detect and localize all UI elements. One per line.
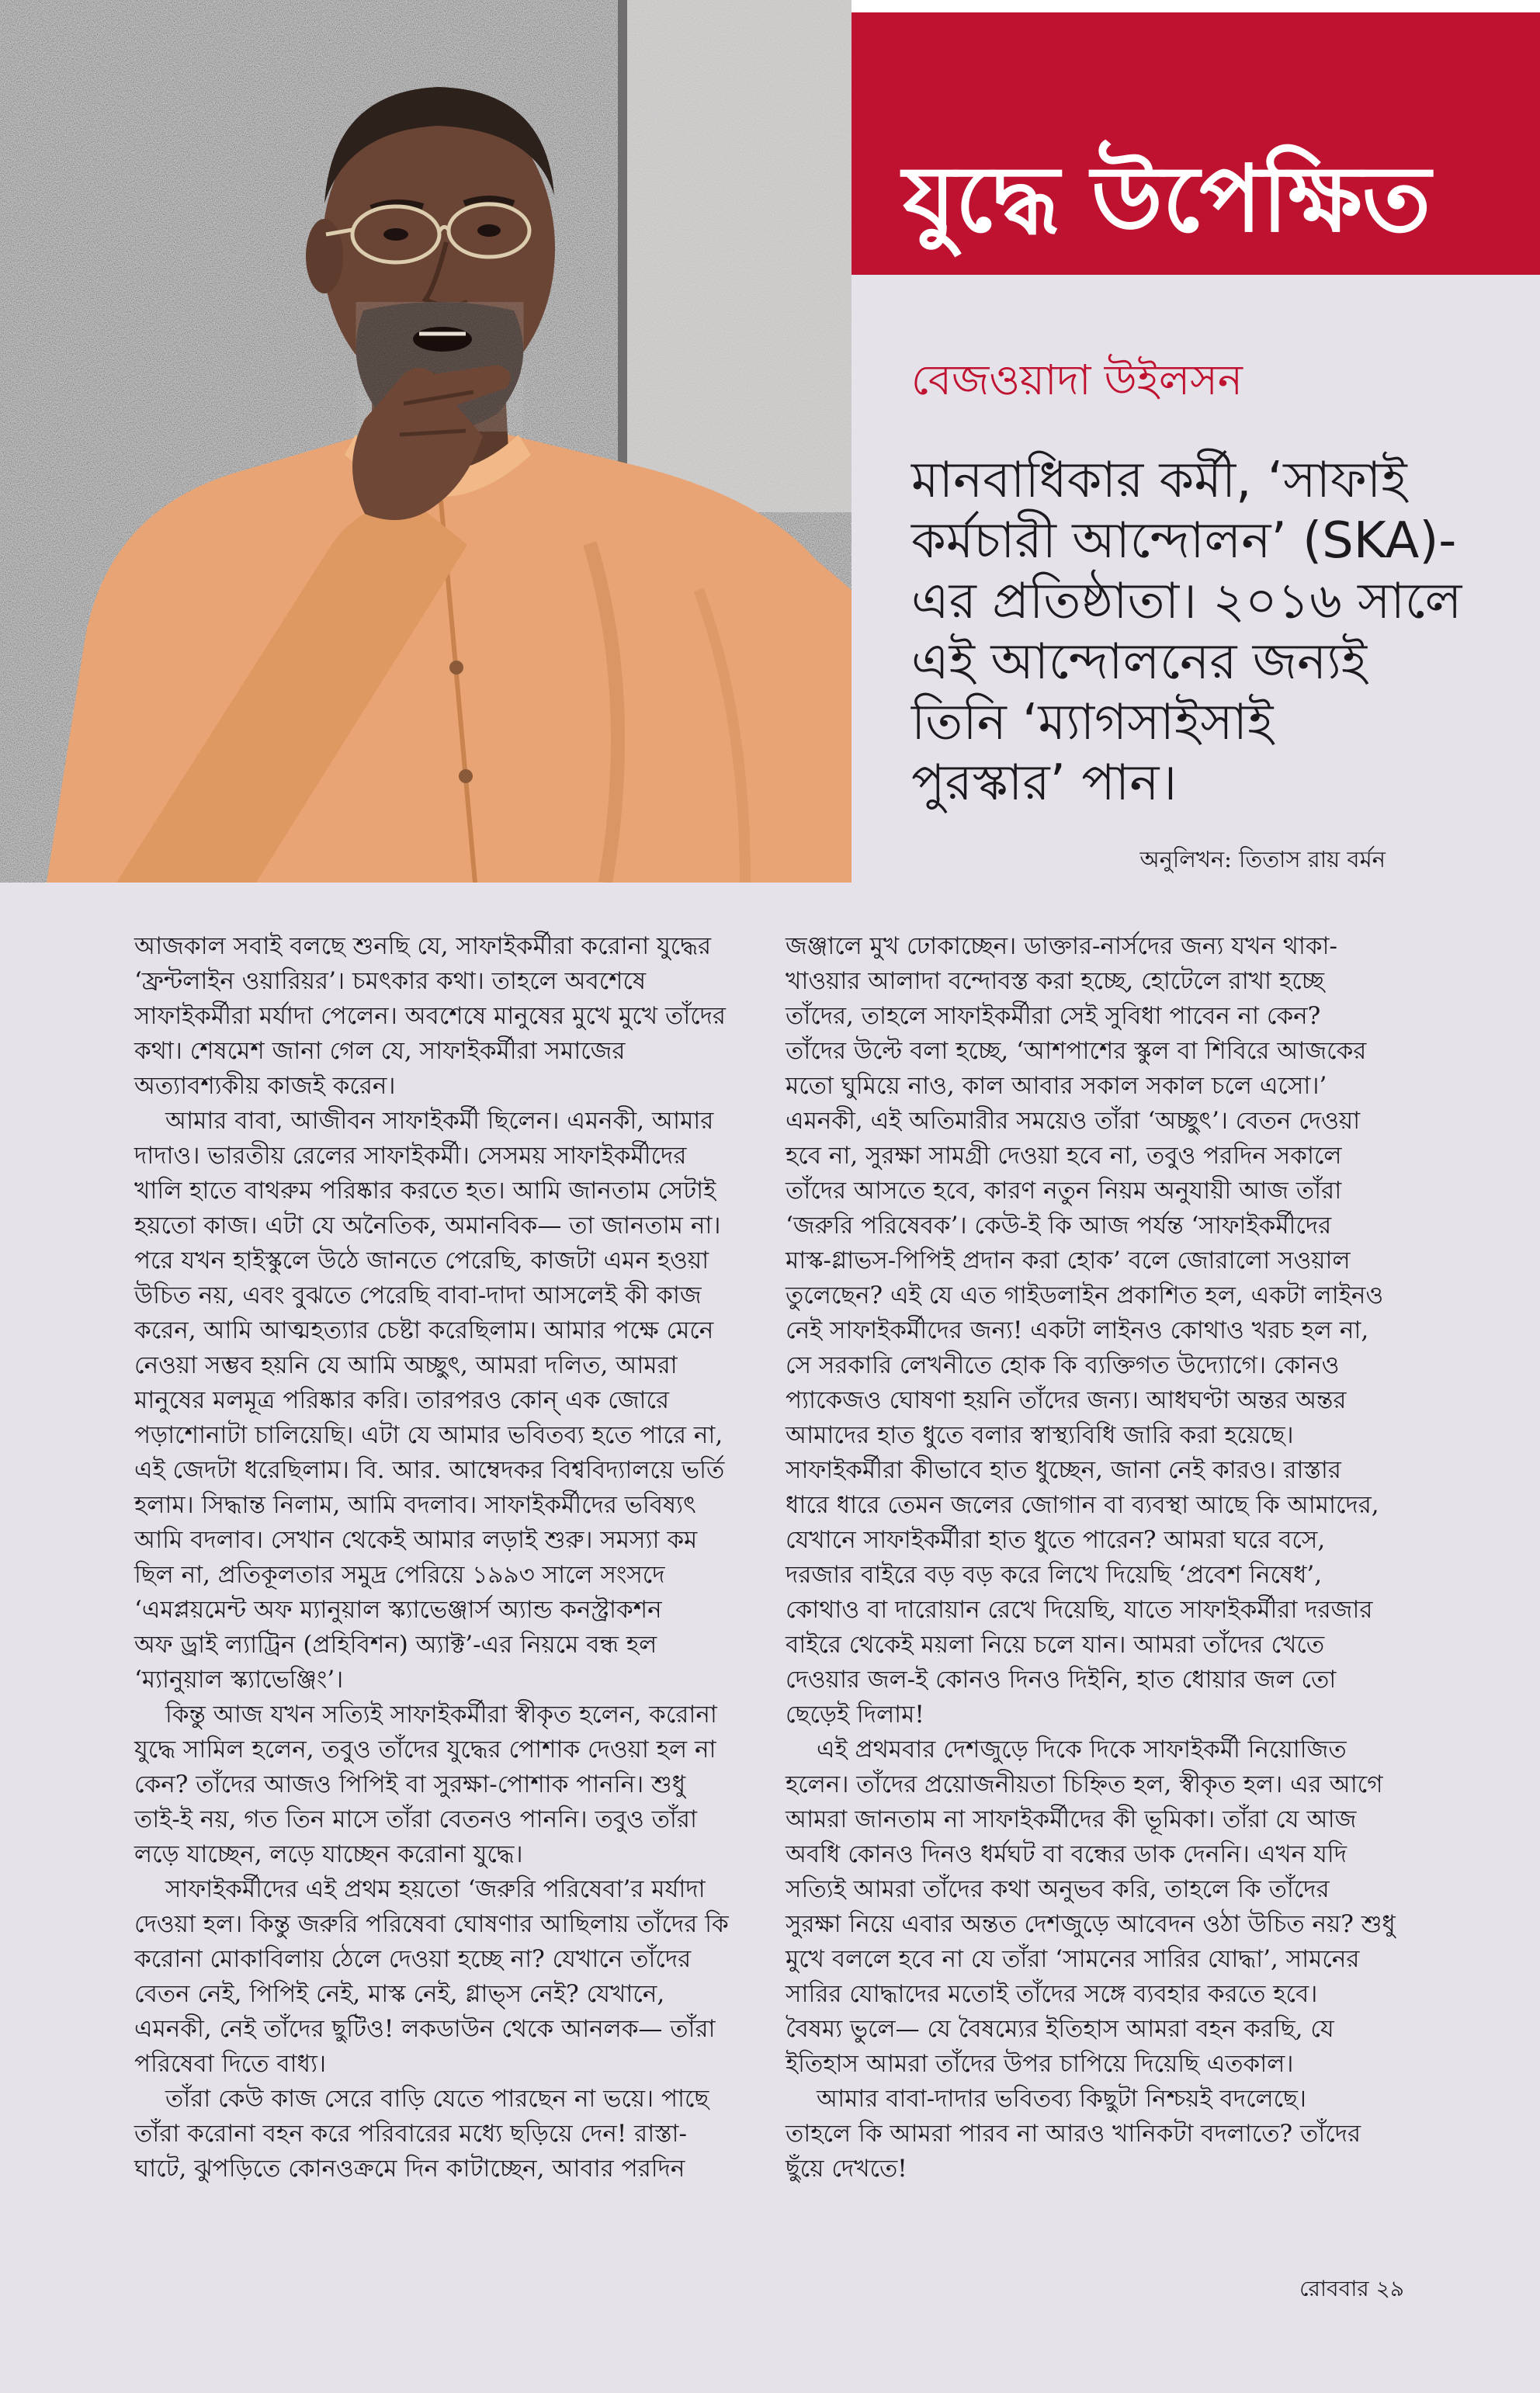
body-line: ‘এমপ্লয়মেন্ট অফ ম্যানুয়াল স্ক্যাভেঞ্জার্স অ্যান্ড কনস্ট্রাকশন [134,1596,662,1624]
body-line: কোথাও বা দারোয়ান রেখে দিয়েছি, যাতে সাফাইকর্মীরা দরজার [786,1596,1373,1624]
body-line: যেখানে সাফাইকর্মীরা হাত ধুতে পারেন? আমরা ঘরে বসে, [786,1526,1326,1554]
body-line: করোনা মোকাবিলায় ঠেলে দেওয়া হচ্ছে না? যেখানে তাঁদের [134,1945,692,1973]
body-line: এই প্রথমবার দেশজুড়ে দিকে দিকে সাফাইকর্মী নিয়োজিত [817,1736,1347,1764]
intro-line: এর প্রতিষ্ঠাতা। ২০১৬ সালে [911,573,1462,630]
body-line: নেওয়া সম্ভব হয়নি যে আমি অচ্ছুৎ, আমরা দলিত, আমরা [134,1351,678,1379]
body-line: ছুঁয়ে দেখতে! [786,2155,907,2183]
body-line: সুরক্ষা নিয়ে এবার অন্তত দেশজুড়ে আবেদন ওঠা উচিত নয়? শুধু [786,1910,1396,1938]
body-line: তাঁদের উল্টে বলা হচ্ছে, ‘আশপাশের স্কুল বা শিবিরে আজকের [786,1037,1367,1065]
body-line: ‘ফ্রন্টলাইন ওয়ারিয়র’। চমৎকার কথা। তাহলে অবশেষে [134,967,647,995]
paragraph [786,1732,1411,2082]
body-line: নেই সাফাইকর্মীদের জন্য! একটা লাইনও কোথাও খরচ হল না, [786,1316,1369,1344]
intro-line: এই আন্দোলনের জন্যই [911,633,1368,691]
body-line: অত্যাবশ্যকীয় কাজই করেন। [134,1072,396,1100]
body-line: ঘাটে, ঝুপড়িতে কোনওক্রমে দিন কাটাচ্ছেন, আবার পরদিন [134,2155,685,2183]
body-line: সাফাইকর্মীদের এই প্রথম হয়তো ‘জরুরি পরিষেবা’র মর্যাদা [165,1875,706,1903]
body-line: তাই-ই নয়, গত তিন মাসে তাঁরা বেতনও পাননি। তবুও তাঁরা [134,1805,697,1833]
body-line: বেতন নেই, পিপিই নেই, মাস্ক নেই, গ্লাভ্স নেই? যেখানে, [134,1980,665,2008]
portrait-photo [0,0,852,883]
body-line: সে সরকারি লেখনীতে হোক কি ব্যক্তিগত উদ্যোগে। কোনও [786,1351,1340,1379]
body-line: এই জেদটা ধরেছিলাম। বি. আর. আম্বেদকর বিশ্ববিদ্যালয়ে ভর্তি [134,1456,725,1484]
body-line: মাস্ক-গ্লাভস-পিপিই প্রদান করা হোক’ বলে জোরালো সওয়াল [786,1247,1351,1275]
body-line: এমনকী, এই অতিমারীর সময়েও তাঁরা ‘অচ্ছুৎ’। বেতন দেওয়া [786,1107,1361,1135]
body-line: সত্যিই আমরা তাঁদের কথা অনুভব করি, তাহলে কি তাঁদের [786,1875,1330,1903]
top-margin [852,0,1540,12]
title-banner [852,12,1540,275]
body-line: খাওয়ার আলাদা বন্দোবস্ত করা হচ্ছে, হোটেলে রাখা হচ্ছে [786,967,1324,995]
body-line: আমাদের হাত ধুতে বলার স্বাস্থ্যবিধি জারি করা হয়েছে। [786,1421,1294,1449]
body-line: উচিত নয়, এবং বুঝতে পেরেছি বাবা-দাদা আসলেই কী কাজ [134,1281,702,1309]
body-line: হলেন। তাঁদের প্রয়োজনীয়তা চিহ্নিত হল, স্বীকৃত হল। এর আগে [786,1770,1383,1798]
body-line: বৈষম্য ভুলে— যে বৈষম্যের ইতিহাস আমরা বহন করছি, যে [786,2015,1334,2043]
paragraph [134,1872,761,2082]
body-line: হয়তো কাজ। এটা যে অনৈতিক, অমানবিক— তা জানতাম না। [134,1212,721,1240]
body-line: ছেড়েই দিলাম! [786,1701,924,1729]
paragraph [134,1698,761,1872]
body-line: মতো ঘুমিয়ে নাও, কাল আবার সকাল সকাল চলে এসো।’ [786,1072,1327,1100]
portrait-illustration [0,0,852,883]
body-line: এমনকী, নেই তাঁদের ছুটিও! লকডাউন থেকে আনলক— তাঁরা [134,2015,716,2043]
body-line: আমি বদলাব। সেখান থেকেই আমার লড়াই শুরু। সমস্যা কম [134,1526,698,1554]
intro-line: কর্মচারী আন্দোলন’ (SKA)- [911,512,1457,570]
body-line: কথা। শেষমেশ জানা গেল যে, সাফাইকর্মীরা সমাজের [134,1037,626,1065]
body-line: আমরা জানতাম না সাফাইকর্মীদের কী ভূমিকা। তাঁরা যে আজ [786,1805,1357,1833]
body-column-left [134,929,761,2187]
paragraph [134,2082,761,2187]
body-line: পরে যখন হাইস্কুলে উঠে জানতে পেরেছি, কাজটা এমন হওয়া [134,1247,709,1275]
body-line: তুলেছেন? এই যে এত গাইডলাইন প্রকাশিত হল, একটা লাইনও [786,1281,1384,1309]
body-line: হবে না, সুরক্ষা সামগ্রী দেওয়া হবে না, তবুও পরদিন সকালে [786,1142,1342,1170]
body-line: কেন? তাঁদের আজও পিপিই বা সুরক্ষা-পোশাক পাননি। শুধু [134,1770,686,1798]
transcription-credit: অনুলিখন: তিতাস রায় বর্মন [1139,846,1386,872]
body-line: ‘জরুরি পরিষেবক’। কেউ-ই কি আজ পর্যন্ত ‘সাফাইকর্মীদের [786,1212,1332,1240]
body-line: ‘ম্যানুয়াল স্ক্যাভেঞ্জিং’। [134,1666,344,1694]
body-line: আজকাল সবাই বলছে শুনছি যে, সাফাইকর্মীরা করোনা যুদ্ধের [134,932,712,960]
author-name: বেজওয়াদা উইলসন [911,355,1243,404]
body-line: তাঁদের আসতে হবে, কারণ নতুন নিয়ম অনুযায়ী আজ তাঁরা [786,1177,1342,1205]
body-line: সাফাইকর্মীরা মর্যাদা পেলেন। অবশেষে মানুষের মুখে মুখে তাঁদের [134,1002,726,1030]
author-intro [911,450,1486,813]
paragraph [786,929,1411,1732]
body-line: আমার বাবা, আজীবন সাফাইকর্মী ছিলেন। এমনকী, আমার [165,1107,714,1135]
body-line: সারির যোদ্ধাদের মতোই তাঁদের সঙ্গে ব্যবহার করতে হবে। [786,1980,1318,2008]
intro-line: মানবাধিকার কর্মী, ‘সাফাই [911,452,1407,509]
body-line: খালি হাতে বাথরুম পরিষ্কার করতে হত। আমি জানতাম সেটাই [134,1177,716,1205]
body-line: পরিষেবা দিতে বাধ্য। [134,2050,327,2078]
body-line: জঞ্জালে মুখ ঢোকাচ্ছেন। ডাক্তার-নার্সদের জন্য যখন থাকা- [786,932,1337,960]
body-line: কিন্তু আজ যখন সত্যিই সাফাইকর্মীরা স্বীকৃত হলেন, করোনা [165,1701,717,1729]
intro-line: পুরস্কার’ পান। [911,754,1178,812]
body-line: তাহলে কি আমরা পারব না আরও খানিকটা বদলাতে? তাঁদের [786,2120,1361,2148]
body-line: করেন, আমি আত্মহত্যার চেষ্টা করেছিলাম। আমার পক্ষে মেনে [134,1316,714,1344]
body-line: যুদ্ধে সামিল হলেন, তবুও তাঁদের যুদ্ধের পোশাক দেওয়া হল না [134,1736,716,1764]
body-line: ইতিহাস আমরা তাঁদের উপর চাপিয়ে দিয়েছি এতকাল। [786,2050,1294,2078]
body-line: প্যাকেজও ঘোষণা হয়নি তাঁদের জন্য। আধঘণ্টা অন্তর অন্তর [786,1386,1347,1414]
body-line: অবধি কোনও দিনও ধর্মঘট বা বন্ধের ডাক দেননি। এখন যদি [786,1840,1348,1868]
body-line: পড়াশোনাটা চালিয়েছি। এটা যে আমার ভবিতব্য হতে পারে না, [134,1421,723,1449]
body-line: দরজার বাইরে বড় বড় করে লিখে দিয়েছি ‘প্রবেশ নিষেধ’, [786,1561,1323,1589]
body-line: হলাম। সিদ্ধান্ত নিলাম, আমি বদলাব। সাফাইকর্মীদের ভবিষ্যৎ [134,1491,696,1519]
body-line: সাফাইকর্মীরা কীভাবে হাত ধুচ্ছেন, জানা নেই কারও। রাস্তার [786,1456,1341,1484]
body-line: তাঁরা করোনা বহন করে পরিবারের মধ্যে ছড়িয়ে দেন! রাস্তা- [134,2120,687,2148]
body-line: লড়ে যাচ্ছেন, লড়ে যাচ্ছেন করোনা যুদ্ধে। [134,1840,523,1868]
body-line: অফ ড্রাই ল্যাট্রিন (প্রহিবিশন) অ্যাক্ট’-এর নিয়মে বন্ধ হল [134,1631,657,1659]
body-line: তাঁরা কেউ কাজ সেরে বাড়ি যেতে পারছেন না ভয়ে। পাছে [165,2085,709,2113]
body-line: বাইরে থেকেই ময়লা নিয়ে চলে যান। আমরা তাঁদের খেতে [786,1631,1325,1659]
body-line: তাঁদের, তাহলে সাফাইকর্মীরা সেই সুবিধা পাবেন না কেন? [786,1002,1321,1030]
paragraph [134,1104,761,1698]
paragraph [134,929,761,1104]
body-line: দেওয়ার জল-ই কোনও দিনও দিইনি, হাত ধোয়ার জল তো [786,1666,1337,1694]
body-line: দাদাও। ভারতীয় রেলের সাফাইকর্মী। সেসময় সাফাইকর্মীদের [134,1142,687,1170]
body-column-right [786,929,1411,2187]
body-line: দেওয়া হল। কিন্তু জরুরি পরিষেবা ঘোষণার আছিলায় তাঁদের কি [134,1910,729,1938]
body-line: মুখে বললে হবে না যে তাঁরা ‘সামনের সারির যোদ্ধা’, সামনের [786,1945,1360,1973]
body-line: ধারে ধারে তেমন জলের জোগান বা ব্যবস্থা আছে কি আমাদের, [786,1491,1379,1519]
paragraph [786,2082,1411,2187]
body-line: ছিল না, প্রতিকূলতার সমুদ্র পেরিয়ে ১৯৯৩ সালে সংসদে [134,1561,665,1589]
intro-line: তিনি ‘ম্যাগসাইসাই [911,694,1274,751]
article-title: যুদ্ধে উপেক্ষিত [903,145,1431,252]
body-line: মানুষের মলমূত্র পরিষ্কার করি। তারপরও কোন্ এক জোরে [134,1386,670,1414]
body-line: আমার বাবা-দাদার ভবিতব্য কিছুটা নিশ্চয়ই বদলেছে। [817,2085,1306,2113]
page-footer: রোববার ২৯ [1299,2276,1404,2301]
